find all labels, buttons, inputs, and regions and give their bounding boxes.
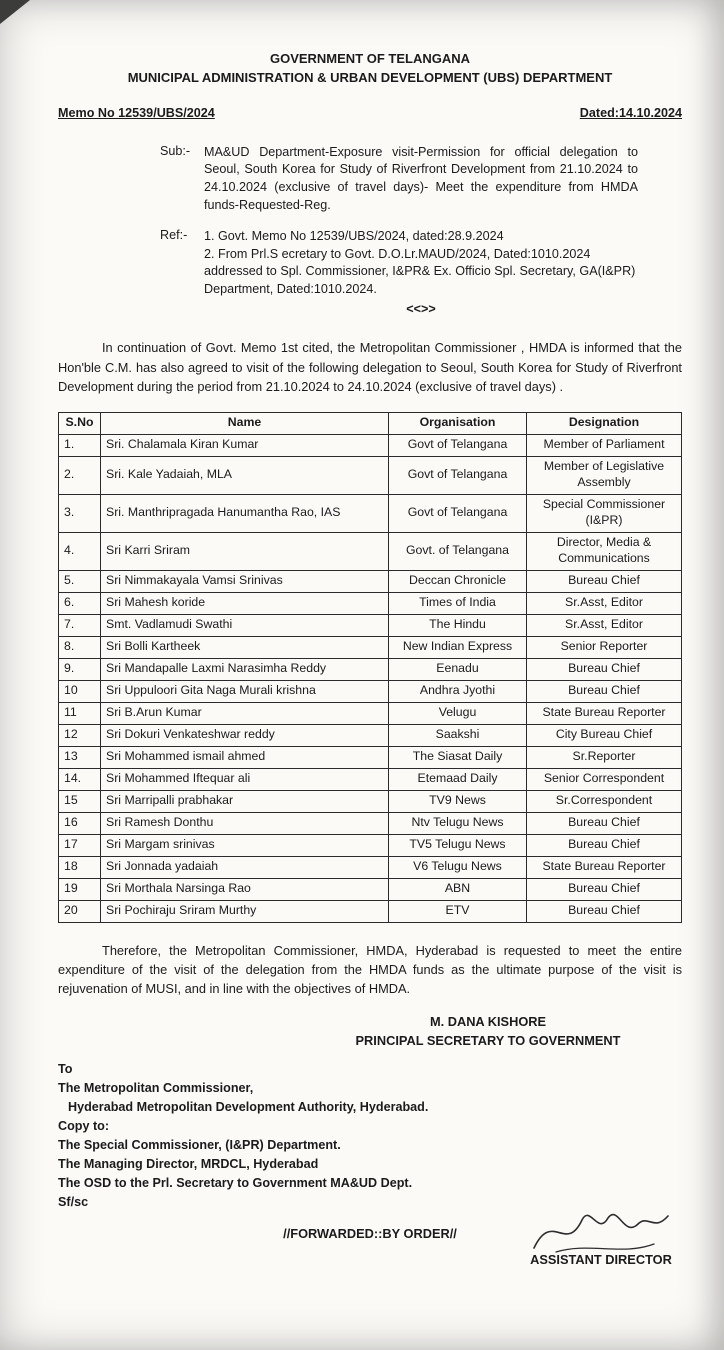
table-cell: Times of India <box>389 592 527 614</box>
table-row <box>59 790 682 812</box>
table-row <box>59 724 682 746</box>
table-cell: Bureau Chief <box>527 878 682 900</box>
table-cell: State Bureau Reporter <box>527 702 682 724</box>
table-cell: Velugu <box>389 702 527 724</box>
memo-date: Dated:14.10.2024 <box>579 105 682 120</box>
table-cell: Sri Bolli Kartheek <box>101 636 389 658</box>
table-cell: Sr.Correspondent <box>527 790 682 812</box>
table-cell: Senior Reporter <box>527 636 682 658</box>
table-cell: Bureau Chief <box>527 834 682 856</box>
address-line: The Special Commissioner, (I&PR) Department. <box>58 1138 341 1152</box>
address-line: Copy to: <box>58 1119 110 1134</box>
subject-block <box>160 144 638 215</box>
table-row <box>59 878 682 900</box>
table-row <box>59 812 682 834</box>
table-cell: Deccan Chronicle <box>389 570 527 592</box>
department-title: MUNICIPAL ADMINISTRATION & URBAN DEVELOPMENT (UBS) DEPARTMENT <box>127 69 613 85</box>
table-row <box>59 856 682 878</box>
footer-area <box>58 1226 682 1330</box>
table-cell: Sri Nimmakayala Vamsi Srinivas <box>101 570 389 592</box>
address-line: The Metropolitan Commissioner, <box>58 1081 254 1096</box>
table-cell: Bureau Chief <box>527 900 682 922</box>
table-cell: Sri B.Arun Kumar <box>101 702 389 724</box>
column-header-name: Name <box>101 412 389 434</box>
table-cell: Bureau Chief <box>527 812 682 834</box>
table-cell: ABN <box>389 878 527 900</box>
table-cell: City Bureau Chief <box>527 724 682 746</box>
address-line: Sf/sc <box>58 1194 89 1209</box>
table-cell: Sri Mandapalle Laxmi Narasimha Reddy <box>101 658 389 680</box>
table-row <box>59 456 682 494</box>
table-row <box>59 494 682 532</box>
table-cell: Sr.Reporter <box>527 746 682 768</box>
reference-item-2: 2. From Prl.S ecretary to Govt. D.O.Lr.MAUD/2024, Dated:1010.2024 addressed to Spl. Commissioner, I&PR& Ex. Officio Spl. Secretary, GA(I&PR) Department, Dated:1010.2024. <box>204 246 636 297</box>
signatory-block <box>298 1012 678 1050</box>
table-header-row <box>59 412 682 434</box>
table-cell: Sri. Manthripragada Hanumantha Rao, IAS <box>101 494 389 532</box>
delegation-table <box>58 412 682 923</box>
address-line: The OSD to the Prl. Secretary to Government MA&UD Dept. <box>58 1175 413 1190</box>
reference-label: Ref:- <box>160 228 188 243</box>
table-cell: Senior Correspondent <box>527 768 682 790</box>
table-cell: 10 <box>59 680 101 702</box>
table-row <box>59 434 682 456</box>
memo-line <box>58 106 682 120</box>
table-cell: TV9 News <box>389 790 527 812</box>
address-line: To <box>58 1062 73 1077</box>
reference-separator: <<>> <box>406 301 436 316</box>
table-cell: Sri Ramesh Donthu <box>101 812 389 834</box>
table-cell: Sri Morthala Narsinga Rao <box>101 878 389 900</box>
table-cell: 8. <box>59 636 101 658</box>
table-cell: 5. <box>59 570 101 592</box>
table-cell: The Hindu <box>389 614 527 636</box>
table-row <box>59 636 682 658</box>
table-cell: 2. <box>59 456 101 494</box>
closing-paragraph: Therefore, the Metropolitan Commissioner, HMDA, Hyderabad is requested to meet the entire expenditure of the visit of the delegation from the HMDA funds as the ultimate purpose of the visit is rejuvenation of MUSI, and in line with the objectives of HMDA. <box>58 942 682 996</box>
intro-paragraph: In continuation of Govt. Memo 1st cited, the Metropolitan Commissioner , HMDA is informed that the Hon'ble C.M. has also agreed to visit of the following delegation to Seoul, South Korea for Study of Riverfront Development during the period from 21.10.2024 to 24.10.2024 (exclusive of travel days) . <box>58 340 682 394</box>
table-cell: V6 Telugu News <box>389 856 527 878</box>
table-cell: Bureau Chief <box>527 570 682 592</box>
signatory-designation: PRINCIPAL SECRETARY TO GOVERNMENT <box>355 1033 621 1049</box>
table-row <box>59 834 682 856</box>
signatory-name: M. DANA KISHORE <box>429 1014 547 1030</box>
table-cell: 3. <box>59 494 101 532</box>
table-cell: State Bureau Reporter <box>527 856 682 878</box>
table-cell: Bureau Chief <box>527 658 682 680</box>
document-header <box>58 50 682 88</box>
table-row <box>59 532 682 570</box>
table-cell: Sri. Chalamala Kiran Kumar <box>101 434 389 456</box>
table-cell: Etemaad Daily <box>389 768 527 790</box>
table-cell: Govt. of Telangana <box>389 532 527 570</box>
table-cell: Sri Margam srinivas <box>101 834 389 856</box>
table-cell: 9. <box>59 658 101 680</box>
government-title: GOVERNMENT OF TELANGANA <box>269 51 471 66</box>
table-cell: 11 <box>59 702 101 724</box>
table-cell: Smt. Vadlamudi Swathi <box>101 614 389 636</box>
table-cell: 4. <box>59 532 101 570</box>
subject-text: MA&UD Department-Exposure visit-Permission for official delegation to Seoul, South Korea for Study of Riverfront Development from 21.10.2024 to 24.10.2024 (exclusive of travel days)- Meet the expenditure from HMDA funds-Requested-Reg. <box>204 144 638 212</box>
table-cell: Sri Dokuri Venkateshwar reddy <box>101 724 389 746</box>
table-row <box>59 680 682 702</box>
table-cell: Govt of Telangana <box>389 456 527 494</box>
table-cell: Bureau Chief <box>527 680 682 702</box>
table-cell: Ntv Telugu News <box>389 812 527 834</box>
column-header-sno: S.No <box>59 412 101 434</box>
table-row <box>59 768 682 790</box>
table-row <box>59 658 682 680</box>
table-cell: 7. <box>59 614 101 636</box>
table-cell: Sri. Kale Yadaiah, MLA <box>101 456 389 494</box>
column-header-organisation: Organisation <box>389 412 527 434</box>
table-cell: Sr.Asst, Editor <box>527 592 682 614</box>
table-cell: Member of Parliament <box>527 434 682 456</box>
table-cell: Sri Karri Sriram <box>101 532 389 570</box>
address-block <box>58 1060 682 1211</box>
memo-number: Memo No 12539/UBS/2024 <box>58 105 215 120</box>
table-cell: Sri Pochiraju Sriram Murthy <box>101 900 389 922</box>
table-cell: 6. <box>59 592 101 614</box>
subject-label: Sub:- <box>160 143 191 158</box>
table-cell: Sri Mahesh koride <box>101 592 389 614</box>
table-cell: Eenadu <box>389 658 527 680</box>
table-row <box>59 702 682 724</box>
table-cell: 1. <box>59 434 101 456</box>
reference-block <box>160 228 638 318</box>
table-cell: Member of Legislative Assembly <box>527 456 682 494</box>
table-cell: Sri Marripalli prabhakar <box>101 790 389 812</box>
table-cell: TV5 Telugu News <box>389 834 527 856</box>
table-cell: Andhra Jyothi <box>389 680 527 702</box>
table-cell: 18 <box>59 856 101 878</box>
reference-items <box>204 228 638 318</box>
address-line: The Managing Director, MRDCL, Hyderabad <box>58 1156 319 1171</box>
table-cell: 19 <box>59 878 101 900</box>
table-cell: ETV <box>389 900 527 922</box>
table-cell: Sri Mohammed ismail ahmed <box>101 746 389 768</box>
table-cell: 20 <box>59 900 101 922</box>
table-row <box>59 592 682 614</box>
delegation-table-head <box>59 412 682 434</box>
table-cell: Sr.Asst, Editor <box>527 614 682 636</box>
table-row <box>59 570 682 592</box>
table-cell: 17 <box>59 834 101 856</box>
table-cell: Sri Jonnada yadaiah <box>101 856 389 878</box>
assistant-director-block <box>526 1202 676 1267</box>
table-cell: The Siasat Daily <box>389 746 527 768</box>
table-cell: 15 <box>59 790 101 812</box>
table-cell: New Indian Express <box>389 636 527 658</box>
table-cell: Sri Uppuloori Gita Naga Murali krishna <box>101 680 389 702</box>
table-cell: 13 <box>59 746 101 768</box>
table-cell: Sri Mohammed Iftequar ali <box>101 768 389 790</box>
table-cell: Special Commissioner (I&PR) <box>527 494 682 532</box>
delegation-table-body <box>59 434 682 922</box>
address-line: Hyderabad Metropolitan Development Authority, Hyderabad. <box>68 1100 429 1115</box>
table-row <box>59 900 682 922</box>
table-row <box>59 614 682 636</box>
table-cell: Govt of Telangana <box>389 494 527 532</box>
reference-item-1: 1. Govt. Memo No 12539/UBS/2024, dated:28.9.2024 <box>204 229 504 244</box>
table-cell: 14. <box>59 768 101 790</box>
table-cell: 12 <box>59 724 101 746</box>
table-row <box>59 746 682 768</box>
column-header-designation: Designation <box>527 412 682 434</box>
table-cell: 16 <box>59 812 101 834</box>
assistant-director-title: ASSISTANT DIRECTOR <box>530 1251 672 1267</box>
table-cell: Govt of Telangana <box>389 434 527 456</box>
table-cell: Director, Media & Communications <box>527 532 682 570</box>
table-cell: Saakshi <box>389 724 527 746</box>
forwarded-line: //FORWARDED::BY ORDER// <box>283 1225 457 1241</box>
